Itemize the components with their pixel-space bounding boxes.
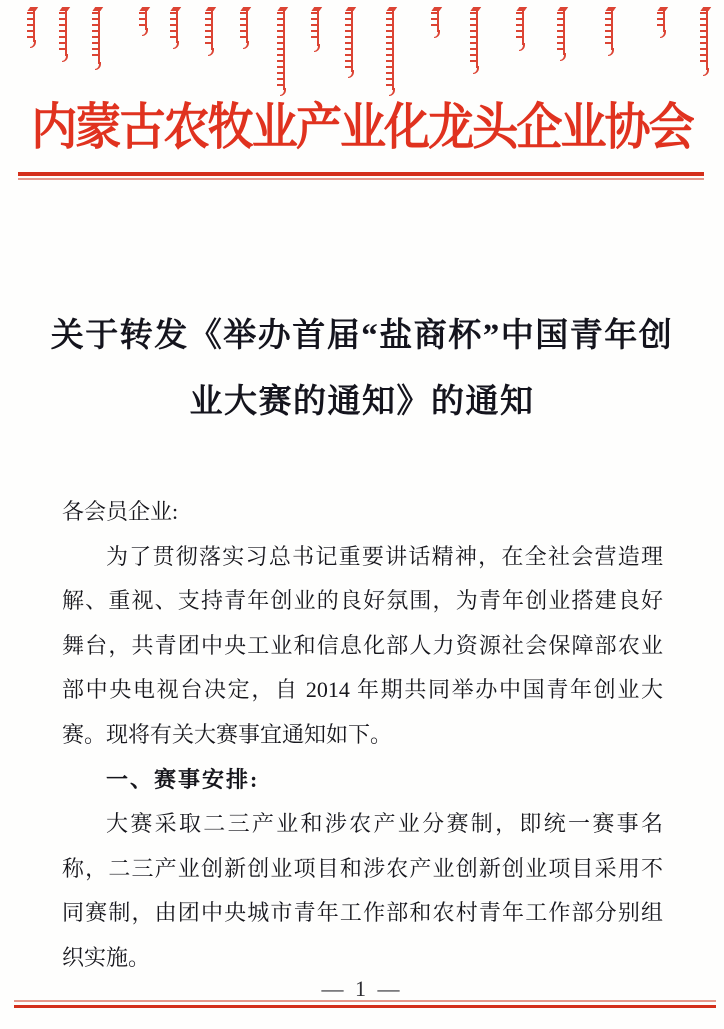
mongolian-word (59, 10, 68, 56)
mongolian-word (657, 10, 666, 32)
doc-title-line-1: 关于转发《举办首届“盐商杯”中国青年创 (50, 318, 674, 354)
body-text-line: 部中央电视台决定，自 2014 年期共同举办中国青年创业大 (62, 677, 663, 703)
mongolian-word (700, 10, 709, 70)
org-name-masthead: 内蒙古农牧业产业化龙头企业协会 (31, 100, 693, 156)
doc-title-line-2: 业大赛的通知》的通知 (189, 384, 535, 420)
mongolian-word (92, 10, 101, 64)
page-number: — 1 — (321, 976, 403, 1001)
body-text-line: 各会员企业: (62, 499, 179, 524)
mongolian-word (205, 10, 214, 50)
mongolian-word (605, 10, 614, 50)
mongolian-word (431, 10, 440, 32)
body-text-line: 为了贯彻落实习总书记重要讲话精神，在全社会营造理 (106, 543, 663, 569)
body-text-line: 舞台，共青团中央工业和信息化部人力资源社会保障部农业 (62, 632, 663, 658)
masthead-divider-thin-line (18, 178, 704, 180)
body-text-line: 一、赛事安排: (106, 766, 260, 792)
mongolian-word (386, 10, 395, 90)
mongolian-word (345, 10, 354, 72)
mongolian-word (170, 10, 179, 43)
mongolian-word (139, 10, 148, 30)
mongolian-word (470, 10, 479, 68)
mongolian-word (311, 10, 320, 46)
body-text-line: 大赛采取二三产业和涉农产业分赛制，即统一赛事名 (106, 811, 663, 837)
body-text-line: 同赛制，由团中央城市青年工作部和农村青年工作部分别组 (62, 900, 663, 926)
footer-divider-thick-line (14, 1005, 716, 1009)
body-text (62, 490, 663, 981)
doc-title (0, 303, 724, 435)
body-text-line: 称，二三产业创新创业项目和涉农产业创新创业项目采用不 (62, 855, 663, 881)
body-text-line: 解、重视、支持青年创业的良好氛围，为青年创业搭建良好 (62, 588, 663, 614)
body-text-line: 织实施。 (62, 944, 151, 970)
mongolian-word (27, 10, 36, 42)
mongolian-script-banner (0, 0, 724, 96)
masthead-divider (18, 172, 704, 180)
masthead-divider-thick-line (18, 172, 704, 176)
mongolian-word (516, 10, 525, 45)
mongolian-word (240, 10, 249, 43)
mongolian-word (557, 10, 566, 55)
body-text-line: 赛。现将有关大赛事宜通知如下。 (62, 721, 393, 747)
mongolian-word (277, 10, 286, 90)
